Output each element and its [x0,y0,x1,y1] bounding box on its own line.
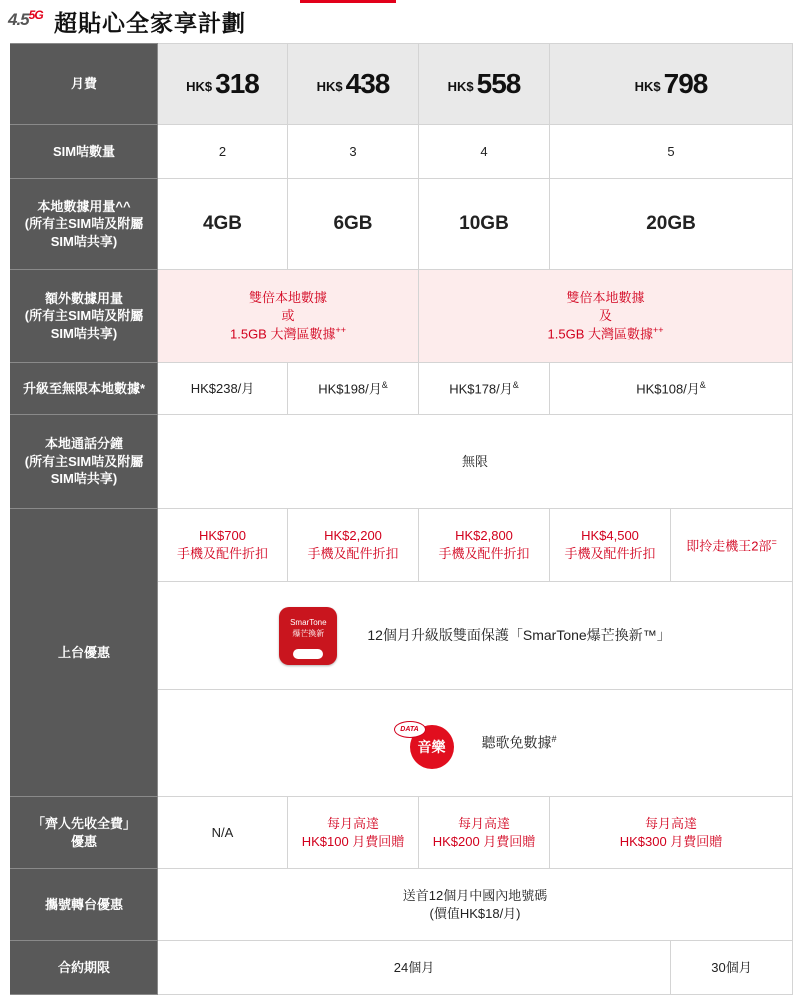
extra-data-offer-left: 雙倍本地數據 或 1.5GB 大灣區數據++ [158,270,419,363]
contract-30-months: 30個月 [671,941,793,995]
discount-cell: HK$4,500 手機及配件折扣 [550,509,671,582]
discount-cell: HK$2,200 手機及配件折扣 [288,509,419,582]
local-minutes-value: 無限 [158,415,793,509]
unlimited-upgrade-label: 升級至無限本地數據* [11,363,158,415]
local-data-cell: 20GB [550,179,793,270]
plan-comparison-table [10,43,793,995]
local-data-cell: 10GB [419,179,550,270]
contract-label: 合約期限 [11,941,158,995]
title-bar [0,0,800,38]
sim-count-cell: 5 [550,125,793,179]
local-data-label: 本地數據用量^^ (所有主SIM咭及附屬 SIM咭共享) [11,179,158,270]
sim-count-label: SIM咭數量 [11,125,158,179]
sim-count-row [11,125,793,179]
bonus-phones-cell: 即拎走機王2部= [671,509,793,582]
smartone-app-icon: SmarTone 爆芒換新 [279,607,337,665]
prepay-row [11,797,793,869]
price-cell-3: HK$ 558 [419,44,550,125]
extra-data-label: 額外數據用量 (所有主SIM咭及附屬 SIM咭共享) [11,270,158,363]
port-in-row [11,869,793,941]
signup-offer-label: 上台優惠 [11,509,158,797]
local-minutes-label: 本地通話分鐘 (所有主SIM咭及附屬 SIM咭共享) [11,415,158,509]
upgrade-price-cell: HK$178/月& [419,363,550,415]
fee-label: 月費 [11,44,158,125]
prepay-label: 「齊人先收全費」 優惠 [11,797,158,869]
music-data-text: 聽歌免數據# [481,734,557,751]
page-title: 超貼心全家享計劃 [54,11,246,37]
port-in-offer: 送首12個月中國內地號碼 (價值HK$18/月) [158,869,793,941]
prepay-na-cell: N/A [158,797,288,869]
price-cell-4: HK$ 798 [550,44,793,125]
discount-cell: HK$700 手機及配件折扣 [158,509,288,582]
local-data-cell: 6GB [288,179,419,270]
discount-cell: HK$2,800 手機及配件折扣 [419,509,550,582]
fee-row [11,44,793,125]
sim-count-cell: 4 [419,125,550,179]
port-in-label: 攜號轉台優惠 [11,869,158,941]
contract-24-months: 24個月 [158,941,671,995]
price-cell-1: HK$ 318 [158,44,288,125]
extra-data-row [11,270,793,363]
top-accent-line [300,0,396,3]
unlimited-upgrade-row [11,363,793,415]
upgrade-price-cell: HK$108/月& [550,363,793,415]
price-cell-2: HK$ 438 [288,44,419,125]
smartone-protection-cell [158,582,793,690]
upgrade-price-cell: HK$238/月 [158,363,288,415]
local-data-row [11,179,793,270]
contract-row [11,941,793,995]
local-minutes-row [11,415,793,509]
local-data-cell: 4GB [158,179,288,270]
sim-count-cell: 3 [288,125,419,179]
music-data-cell [158,690,793,797]
signup-discount-row [11,509,793,582]
4-5g-logo: $4.5^{5G}$ [8,8,43,29]
sim-count-cell: 2 [158,125,288,179]
prepay-rebate-cell: 每月高達 HK$100 月費回贈 [288,797,419,869]
upgrade-price-cell: HK$198/月& [288,363,419,415]
prepay-rebate-cell: 每月高達 HK$300 月費回贈 [550,797,793,869]
extra-data-offer-right: 雙倍本地數據 及 1.5GB 大灣區數據++ [419,270,793,363]
smartone-protection-text: 12個月升級版雙面保護「SmarTone爆芒換新™」 [367,627,671,644]
prepay-rebate-cell: 每月高達 HK$200 月費回贈 [419,797,550,869]
music-data-icon: DATA 音樂 [394,717,460,769]
